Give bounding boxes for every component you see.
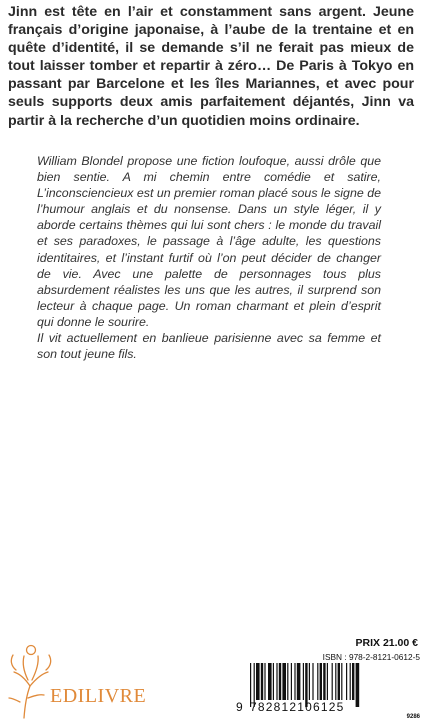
barcode-bar bbox=[256, 663, 260, 700]
author-presentation bbox=[37, 153, 381, 362]
edilivre-logo bbox=[6, 638, 154, 720]
barcode-bar bbox=[352, 663, 354, 700]
barcode-bar bbox=[282, 663, 286, 700]
barcode-bar bbox=[338, 663, 340, 700]
price: PRIX 21.00 € bbox=[355, 637, 418, 649]
barcode-bar bbox=[287, 663, 288, 700]
blurb bbox=[8, 3, 414, 130]
publisher-name: EDILIVRE bbox=[50, 685, 147, 707]
barcode-bar bbox=[309, 663, 310, 700]
barcode-bar bbox=[312, 663, 313, 700]
barcode-bar bbox=[279, 663, 281, 700]
barcode-digit-group: 782812106125 bbox=[250, 700, 345, 714]
barcode-bar bbox=[341, 663, 342, 700]
barcode-bar bbox=[323, 663, 325, 700]
barcode-bar bbox=[303, 663, 304, 700]
barcode-bar bbox=[276, 663, 277, 700]
barcode-bar bbox=[273, 663, 274, 700]
barcode-first-digit: 9 bbox=[236, 700, 244, 714]
barcode-bar bbox=[291, 663, 292, 700]
barcode-bar bbox=[297, 663, 301, 700]
barcode-bar bbox=[327, 663, 328, 700]
barcode-bar bbox=[320, 663, 322, 700]
barcode-bar bbox=[335, 663, 336, 700]
author-paragraph-2: Il vit actuellement en banlieue parisienne avec sa femme et son tout jeune fils. bbox=[37, 331, 381, 362]
barcode-bar bbox=[268, 663, 272, 700]
barcode-bar bbox=[317, 663, 318, 700]
isbn: ISBN : 978-2-8121-0612-5 bbox=[322, 652, 420, 662]
barcode-bar bbox=[356, 663, 360, 707]
barcode-bar bbox=[350, 663, 351, 700]
barcode-bar bbox=[332, 663, 333, 700]
barcode-bar bbox=[294, 663, 295, 700]
print-code: 9286 bbox=[406, 714, 420, 720]
blurb-text: Jinn est tête en l’air et constamment sans argent. Jeune français d’origine japonaise, à l’aube de la trentaine et en quête d’identité, il se demande s’il ne ferait pas mieux de tout laisser tomber et repartir à zéro… De Paris à Tokyo en passant par Barcelone et les îles Mariannes, et avec pour seuls supports deux amis parfaitement déjantés, Jinn va partir à la recherche d’un quotidien moins ordinaire. bbox=[8, 4, 414, 129]
author-paragraph-1: William Blondel propose une fiction loufoque, aussi drôle que bien sentie. A mi chemin entre comédie et satire, L’inconsciencieux est un premier roman placé sous le signe de l’humour anglais et du nonsense. Dans un style léger, il y aborde certains thèmes qui lui sont chers : le monde du travail et ses paradoxes, le passage à l’âge adulte, les questions identitaires, et l’instant furtif où l’on peut décider de changer de vie. Avec une palette de personnages tous plus absurdement réalistes les uns que les autres, il surprend son lecteur à chaque page. Un roman charmant et plein d’esprit qui donne le sourire. bbox=[37, 154, 381, 329]
barcode-bar bbox=[346, 663, 347, 700]
barcode-bar bbox=[264, 663, 265, 700]
barcode-bar bbox=[261, 663, 263, 700]
